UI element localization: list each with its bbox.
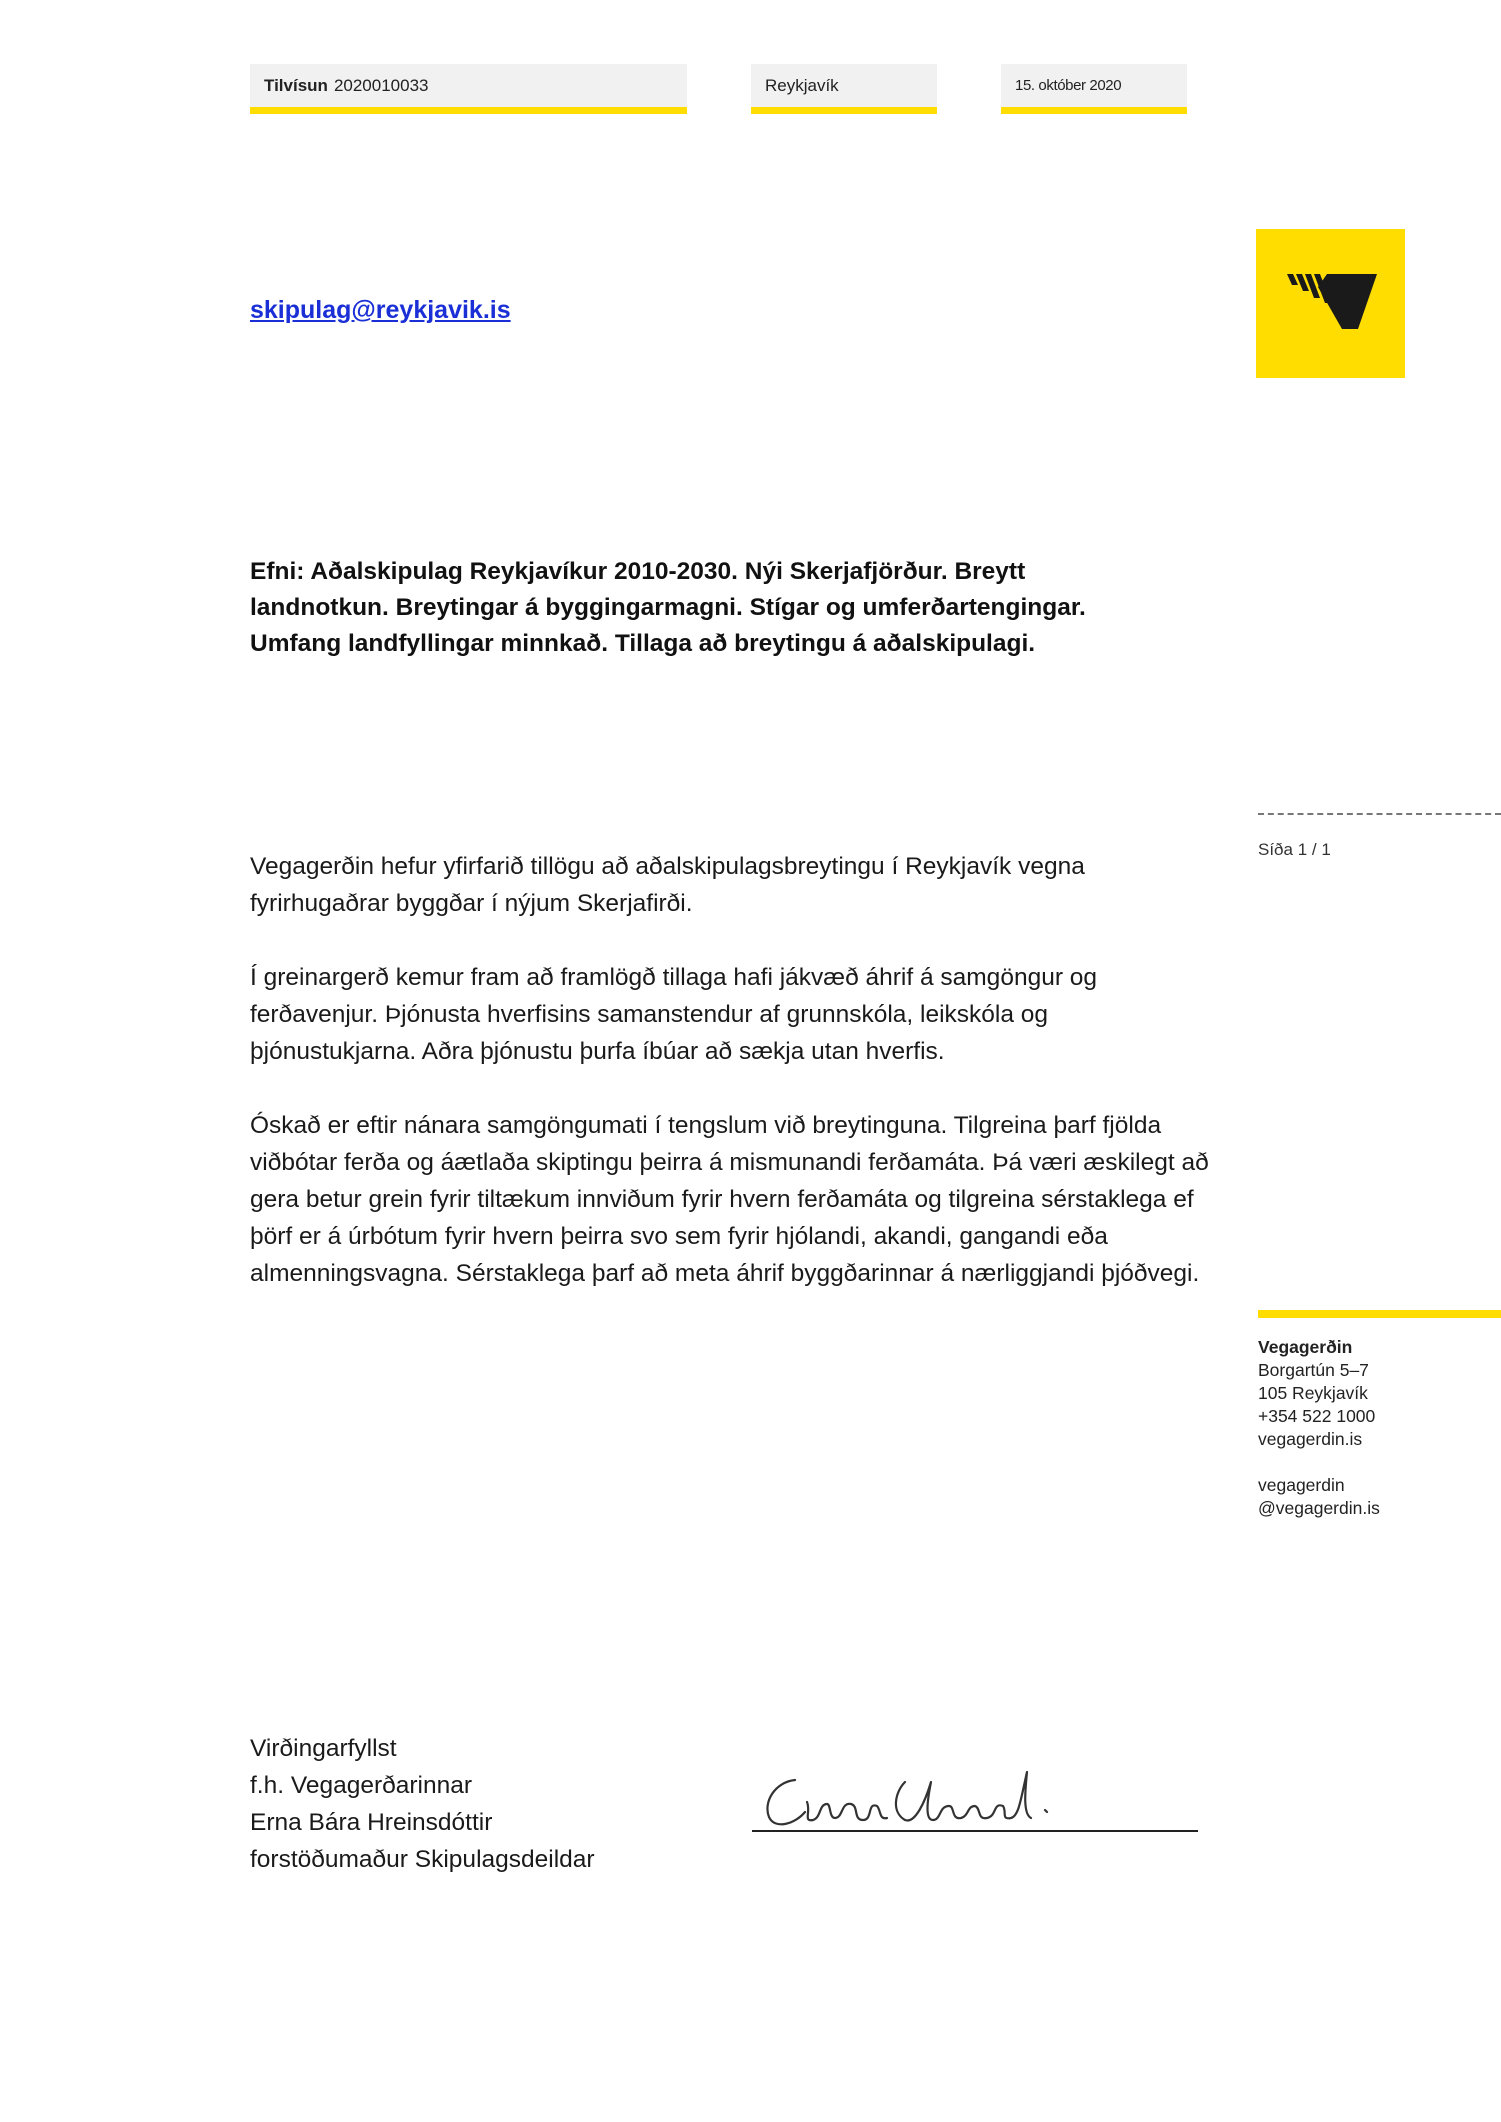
subject-heading — [250, 554, 1180, 662]
body-paragraph: Óskað er eftir nánara samgöngumati í tengslum við breytinguna. Tilgreina þarf fjölda viðbótar ferða og áætlaða skiptingu þeirra á mismunandi ferðamáta. Þá væri æskilegt að gera betur grein fyrir tiltækum innviðum fyrir hvern ferðamáta og tilgreina sérstaklega ef þörf er á úrbótum fyrir hvern þeirra svo sem fyrir hjólandi, akandi, gangandi eða almenningsvagna. Sérstaklega þarf að meta áhrif byggðarinnar á nærliggjandi þjóðvegi. — [250, 1112, 1209, 1287]
subject-line: landnotkun. Breytingar á byggingarmagni. Stígar og umferðartengingar. — [250, 594, 1086, 621]
reference-box — [250, 64, 687, 114]
reference-number: 2020010033 — [333, 75, 429, 95]
sender-address — [1258, 1336, 1380, 1520]
on-behalf: f.h. Vegagerðarinnar — [250, 1772, 473, 1799]
vegagerdin-logo-icon — [1256, 229, 1405, 378]
subject-line: Efni: Aðalskipulag Reykjavíkur 2010-2030. Nýi Skerjafjörður. Breytt — [250, 558, 1026, 585]
body-paragraph: Í greinargerð kemur fram að framlögð tillaga hafi jákvæð áhrif á samgöngur og ferðavenjur. Þjónusta hverfisins samanstendur af grunnskóla, leikskóla og þjónustukjarna. Aðra þjónustu þurfa íbúar að sækja utan hverfis. — [250, 964, 1098, 1065]
sender-website[interactable]: vegagerdin.is — [1258, 1429, 1363, 1449]
letter-date: 15. október 2020 — [1015, 77, 1122, 94]
page-indicator: Síða 1 / 1 — [1258, 840, 1331, 859]
signature-line — [752, 1830, 1198, 1832]
reference-label: Tilvísun — [264, 75, 328, 95]
date-box — [1001, 64, 1187, 114]
sender-name: Vegagerðin — [1258, 1337, 1353, 1357]
address-accent-bar — [1258, 1310, 1501, 1318]
margin-divider — [1258, 813, 1501, 815]
city-box — [751, 64, 937, 114]
body-paragraph: Vegagerðin hefur yfirfarið tillögu að aðalskipulagsbreytingu í Reykjavík vegna fyrirhugaðrar byggðar í nýjum Skerjafirði. — [250, 853, 1085, 917]
recipient-email-link[interactable]: skipulag@reykjavik.is — [250, 296, 511, 324]
sender-social-handle: @vegagerdin.is — [1258, 1498, 1380, 1518]
subject-line: Umfang landfyllingar minnkað. Tillaga að breytingu á aðalskipulagi. — [250, 630, 1036, 657]
sender-social: vegagerdin — [1258, 1475, 1345, 1495]
closing-block — [250, 1730, 595, 1878]
sender-street: Borgartún 5–7 — [1258, 1360, 1369, 1380]
signer-title: forstöðumaður Skipulagsdeildar — [250, 1846, 595, 1873]
signer-name: Erna Bára Hreinsdóttir — [250, 1809, 493, 1836]
city: Reykjavík — [765, 75, 839, 95]
sender-postal: 105 Reykjavík — [1258, 1383, 1368, 1403]
handwritten-signature — [755, 1762, 1095, 1834]
salutation: Virðingarfyllst — [250, 1735, 397, 1762]
letter-body — [250, 848, 1210, 1329]
sender-phone: +354 522 1000 — [1258, 1406, 1376, 1426]
